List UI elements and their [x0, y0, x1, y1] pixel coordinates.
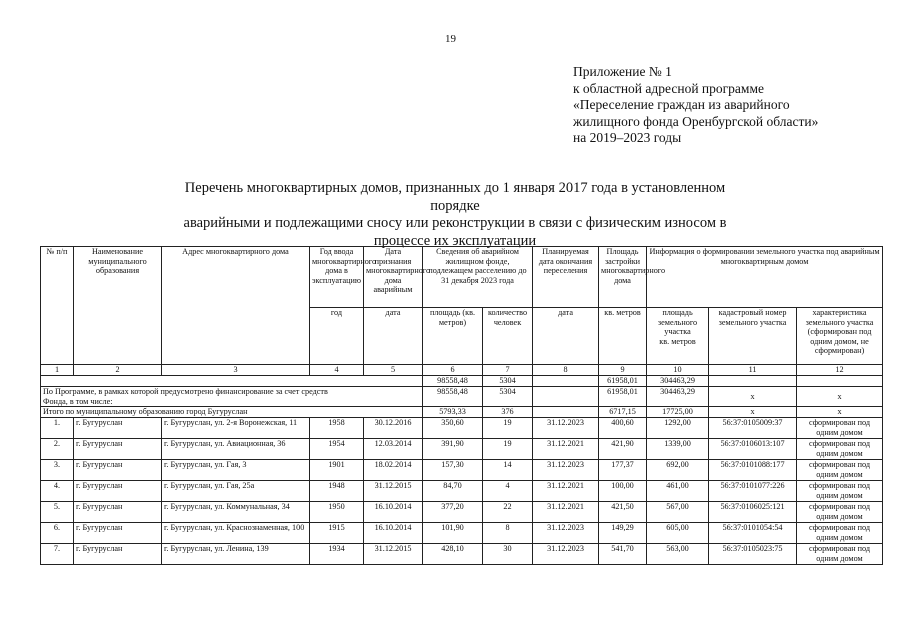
total-row	[41, 376, 883, 387]
row-cadastral: 56:37:0106025:121	[709, 502, 797, 523]
col-number: 9	[599, 365, 647, 376]
row-address: г. Бугуруслан, ул. Ленина, 139	[162, 544, 310, 565]
title-line: Перечень многоквартирных домов, признанных до 1 января 2017 года в установленном порядке	[184, 180, 726, 214]
header-unit-area: площадь (кв. метров)	[423, 308, 483, 365]
row-building-area: 541,70	[599, 544, 647, 565]
table-row	[41, 460, 883, 481]
header-unit-year: год	[310, 308, 364, 365]
title-line: процессе их эксплуатации	[373, 232, 537, 249]
row-address: г. Бугуруслан, ул. 2-я Воронежская, 11	[162, 418, 310, 439]
row-cadastral: 56:37:0101054:54	[709, 523, 797, 544]
row-municipality: г. Бугуруслан	[74, 544, 162, 565]
row-num: 7.	[41, 544, 74, 565]
total-building-area: 61958,01	[599, 376, 647, 387]
page-number: 19	[445, 33, 456, 45]
row-address: г. Бугуруслан, ул. Гая, 3	[162, 460, 310, 481]
row-area: 350,60	[423, 418, 483, 439]
total-area: 98558,48	[423, 376, 483, 387]
row-year-built: 1934	[310, 544, 364, 565]
row-num: 6.	[41, 523, 74, 544]
row-area: 428,10	[423, 544, 483, 565]
col-number: 2	[74, 365, 162, 376]
col-number: 7	[483, 365, 533, 376]
appendix-line: к областной адресной программе	[573, 80, 764, 96]
col-number: 6	[423, 365, 483, 376]
appendix-line: Приложение № 1	[573, 64, 672, 79]
row-recognition-date: 31.12.2015	[364, 481, 423, 502]
row-planned-date: 31.12.2021	[533, 502, 599, 523]
header-cadastral: кадастровый номер земельного участка	[709, 308, 797, 365]
table-row	[41, 544, 883, 565]
row-municipality: г. Бугуруслан	[74, 502, 162, 523]
row-people: 22	[483, 502, 533, 523]
row-recognition-date: 16.10.2014	[364, 523, 423, 544]
housing-register-table	[40, 246, 883, 565]
row-people: 4	[483, 481, 533, 502]
appendix-line: на 2019–2023 годы	[573, 130, 682, 145]
table-row	[41, 418, 883, 439]
row-land-area: 1339,00	[647, 439, 709, 460]
municipal-cadastral: х	[709, 407, 797, 418]
row-address: г. Бугуруслан, ул. Гая, 25а	[162, 481, 310, 502]
program-label: По Программе, в рамках которой предусмотрено финансирование за счет средств Фонда, в том числе:	[41, 387, 423, 407]
row-land-area: 567,00	[647, 502, 709, 523]
municipal-building-area: 6717,15	[599, 407, 647, 418]
row-year-built: 1958	[310, 418, 364, 439]
col-number: 10	[647, 365, 709, 376]
col-number: 3	[162, 365, 310, 376]
row-land-char: сформирован под одним домом	[797, 418, 883, 439]
header-unit-date: дата	[364, 308, 423, 365]
column-number-row	[41, 365, 883, 376]
header-planned-date: Планируемая дата окончания переселения	[533, 247, 599, 308]
row-num: 4.	[41, 481, 74, 502]
row-people: 14	[483, 460, 533, 481]
row-planned-date: 31.12.2021	[533, 481, 599, 502]
header-address: Адрес многоквартирного дома	[162, 247, 310, 365]
title-line: аварийными и подлежащими сносу или реконструкции в связи с физическим износом в	[183, 215, 727, 231]
row-year-built: 1954	[310, 439, 364, 460]
row-land-char: сформирован под одним домом	[797, 460, 883, 481]
header-land-char: характеристика земельного участка (сформирован под одним домом, не сформирован)	[797, 308, 883, 365]
row-year-built: 1901	[310, 460, 364, 481]
row-cadastral: 56:37:0101077:226	[709, 481, 797, 502]
row-land-area: 461,00	[647, 481, 709, 502]
row-planned-date: 31.12.2023	[533, 460, 599, 481]
row-area: 391,90	[423, 439, 483, 460]
program-people: 5304	[483, 387, 533, 407]
header-building-area: Площадь застройки многоквартирного дома	[599, 247, 647, 308]
row-planned-date: 31.12.2023	[533, 544, 599, 565]
col-number: 5	[364, 365, 423, 376]
row-address: г. Бугуруслан, ул. Коммунальная, 34	[162, 502, 310, 523]
program-land-area: 304463,29	[647, 387, 709, 407]
row-building-area: 421,90	[599, 439, 647, 460]
row-planned-date: 31.12.2021	[533, 439, 599, 460]
row-people: 8	[483, 523, 533, 544]
row-land-area: 605,00	[647, 523, 709, 544]
row-cadastral: 56:37:0105023:75	[709, 544, 797, 565]
program-area: 98558,48	[423, 387, 483, 407]
row-municipality: г. Бугуруслан	[74, 418, 162, 439]
row-people: 19	[483, 439, 533, 460]
row-land-area: 692,00	[647, 460, 709, 481]
row-cadastral: 56:37:0101088:177	[709, 460, 797, 481]
header-municipality: Наименование муниципального образования	[74, 247, 162, 365]
appendix-line: жилищного фонда Оренбургской области»	[573, 113, 819, 129]
municipal-land-area: 17725,00	[647, 407, 709, 418]
appendix-block	[573, 64, 818, 147]
row-planned-date: 31.12.2023	[533, 523, 599, 544]
row-land-area: 1292,00	[647, 418, 709, 439]
row-people: 19	[483, 418, 533, 439]
total-land-area: 304463,29	[647, 376, 709, 387]
row-num: 5.	[41, 502, 74, 523]
row-num: 3.	[41, 460, 74, 481]
row-people: 30	[483, 544, 533, 565]
total-people: 5304	[483, 376, 533, 387]
row-municipality: г. Бугуруслан	[74, 439, 162, 460]
document-title	[170, 180, 740, 250]
row-building-area: 100,00	[599, 481, 647, 502]
row-building-area: 421,50	[599, 502, 647, 523]
row-recognition-date: 12.03.2014	[364, 439, 423, 460]
row-land-char: сформирован под одним домом	[797, 523, 883, 544]
col-number: 1	[41, 365, 74, 376]
col-number: 8	[533, 365, 599, 376]
header-land-area-label: площадь земельного участка	[657, 308, 698, 337]
row-land-char: сформирован под одним домом	[797, 544, 883, 565]
row-num: 1.	[41, 418, 74, 439]
row-area: 84,70	[423, 481, 483, 502]
table-row	[41, 502, 883, 523]
header-unit-people: количество человек	[483, 308, 533, 365]
table-row	[41, 523, 883, 544]
col-number: 11	[709, 365, 797, 376]
appendix-line: «Переселение граждан из аварийного	[573, 97, 790, 112]
header-unit-sqm: кв. метров	[599, 308, 647, 365]
program-land-char: х	[797, 387, 883, 407]
row-area: 101,90	[423, 523, 483, 544]
table-row	[41, 439, 883, 460]
program-building-area: 61958,01	[599, 387, 647, 407]
row-land-char: сформирован под одним домом	[797, 502, 883, 523]
row-building-area: 149,29	[599, 523, 647, 544]
row-recognition-date: 31.12.2015	[364, 544, 423, 565]
header-recognition-date: Дата признания многоквартирного дома аварийным	[364, 247, 423, 308]
row-recognition-date: 16.10.2014	[364, 502, 423, 523]
row-cadastral: 56:37:0105009:37	[709, 418, 797, 439]
header-unit-sqm2: кв. метров	[659, 336, 696, 346]
col-number: 4	[310, 365, 364, 376]
header-land-info: Информация о формировании земельного участка под аварийным многоквартирным домом	[647, 247, 883, 308]
row-cadastral: 56:37:0106013:107	[709, 439, 797, 460]
header-unit-date2: дата	[533, 308, 599, 365]
col-number: 12	[797, 365, 883, 376]
municipal-land-char: х	[797, 407, 883, 418]
row-recognition-date: 18.02.2014	[364, 460, 423, 481]
header-year-built: Год ввода многоквартирного дома в эксплуатацию	[310, 247, 364, 308]
municipal-label: Итого по муниципальному образованию город Бугуруслан	[41, 407, 423, 418]
program-row	[41, 387, 883, 407]
row-building-area: 177,37	[599, 460, 647, 481]
row-year-built: 1915	[310, 523, 364, 544]
row-land-area: 563,00	[647, 544, 709, 565]
program-cadastral: х	[709, 387, 797, 407]
header-land-area	[647, 308, 709, 365]
row-municipality: г. Бугуруслан	[74, 523, 162, 544]
data-rows	[41, 418, 883, 565]
table-row	[41, 481, 883, 502]
row-land-char: сформирован под одним домом	[797, 481, 883, 502]
row-building-area: 400,60	[599, 418, 647, 439]
row-address: г. Бугуруслан, ул. Авиационная, 36	[162, 439, 310, 460]
header-emergency-info: Сведения об аварийном жилищном фонде, подлежащем расселению до 31 декабря 2023 года	[423, 247, 533, 308]
row-year-built: 1950	[310, 502, 364, 523]
row-recognition-date: 30.12.2016	[364, 418, 423, 439]
row-municipality: г. Бугуруслан	[74, 481, 162, 502]
row-area: 377,20	[423, 502, 483, 523]
municipal-area: 5793,33	[423, 407, 483, 418]
row-year-built: 1948	[310, 481, 364, 502]
row-planned-date: 31.12.2023	[533, 418, 599, 439]
header-num: № п/п	[41, 247, 74, 365]
row-num: 2.	[41, 439, 74, 460]
row-municipality: г. Бугуруслан	[74, 460, 162, 481]
municipal-row	[41, 407, 883, 418]
municipal-people: 376	[483, 407, 533, 418]
row-address: г. Бугуруслан, ул. Краснознаменная, 100	[162, 523, 310, 544]
row-area: 157,30	[423, 460, 483, 481]
row-land-char: сформирован под одним домом	[797, 439, 883, 460]
